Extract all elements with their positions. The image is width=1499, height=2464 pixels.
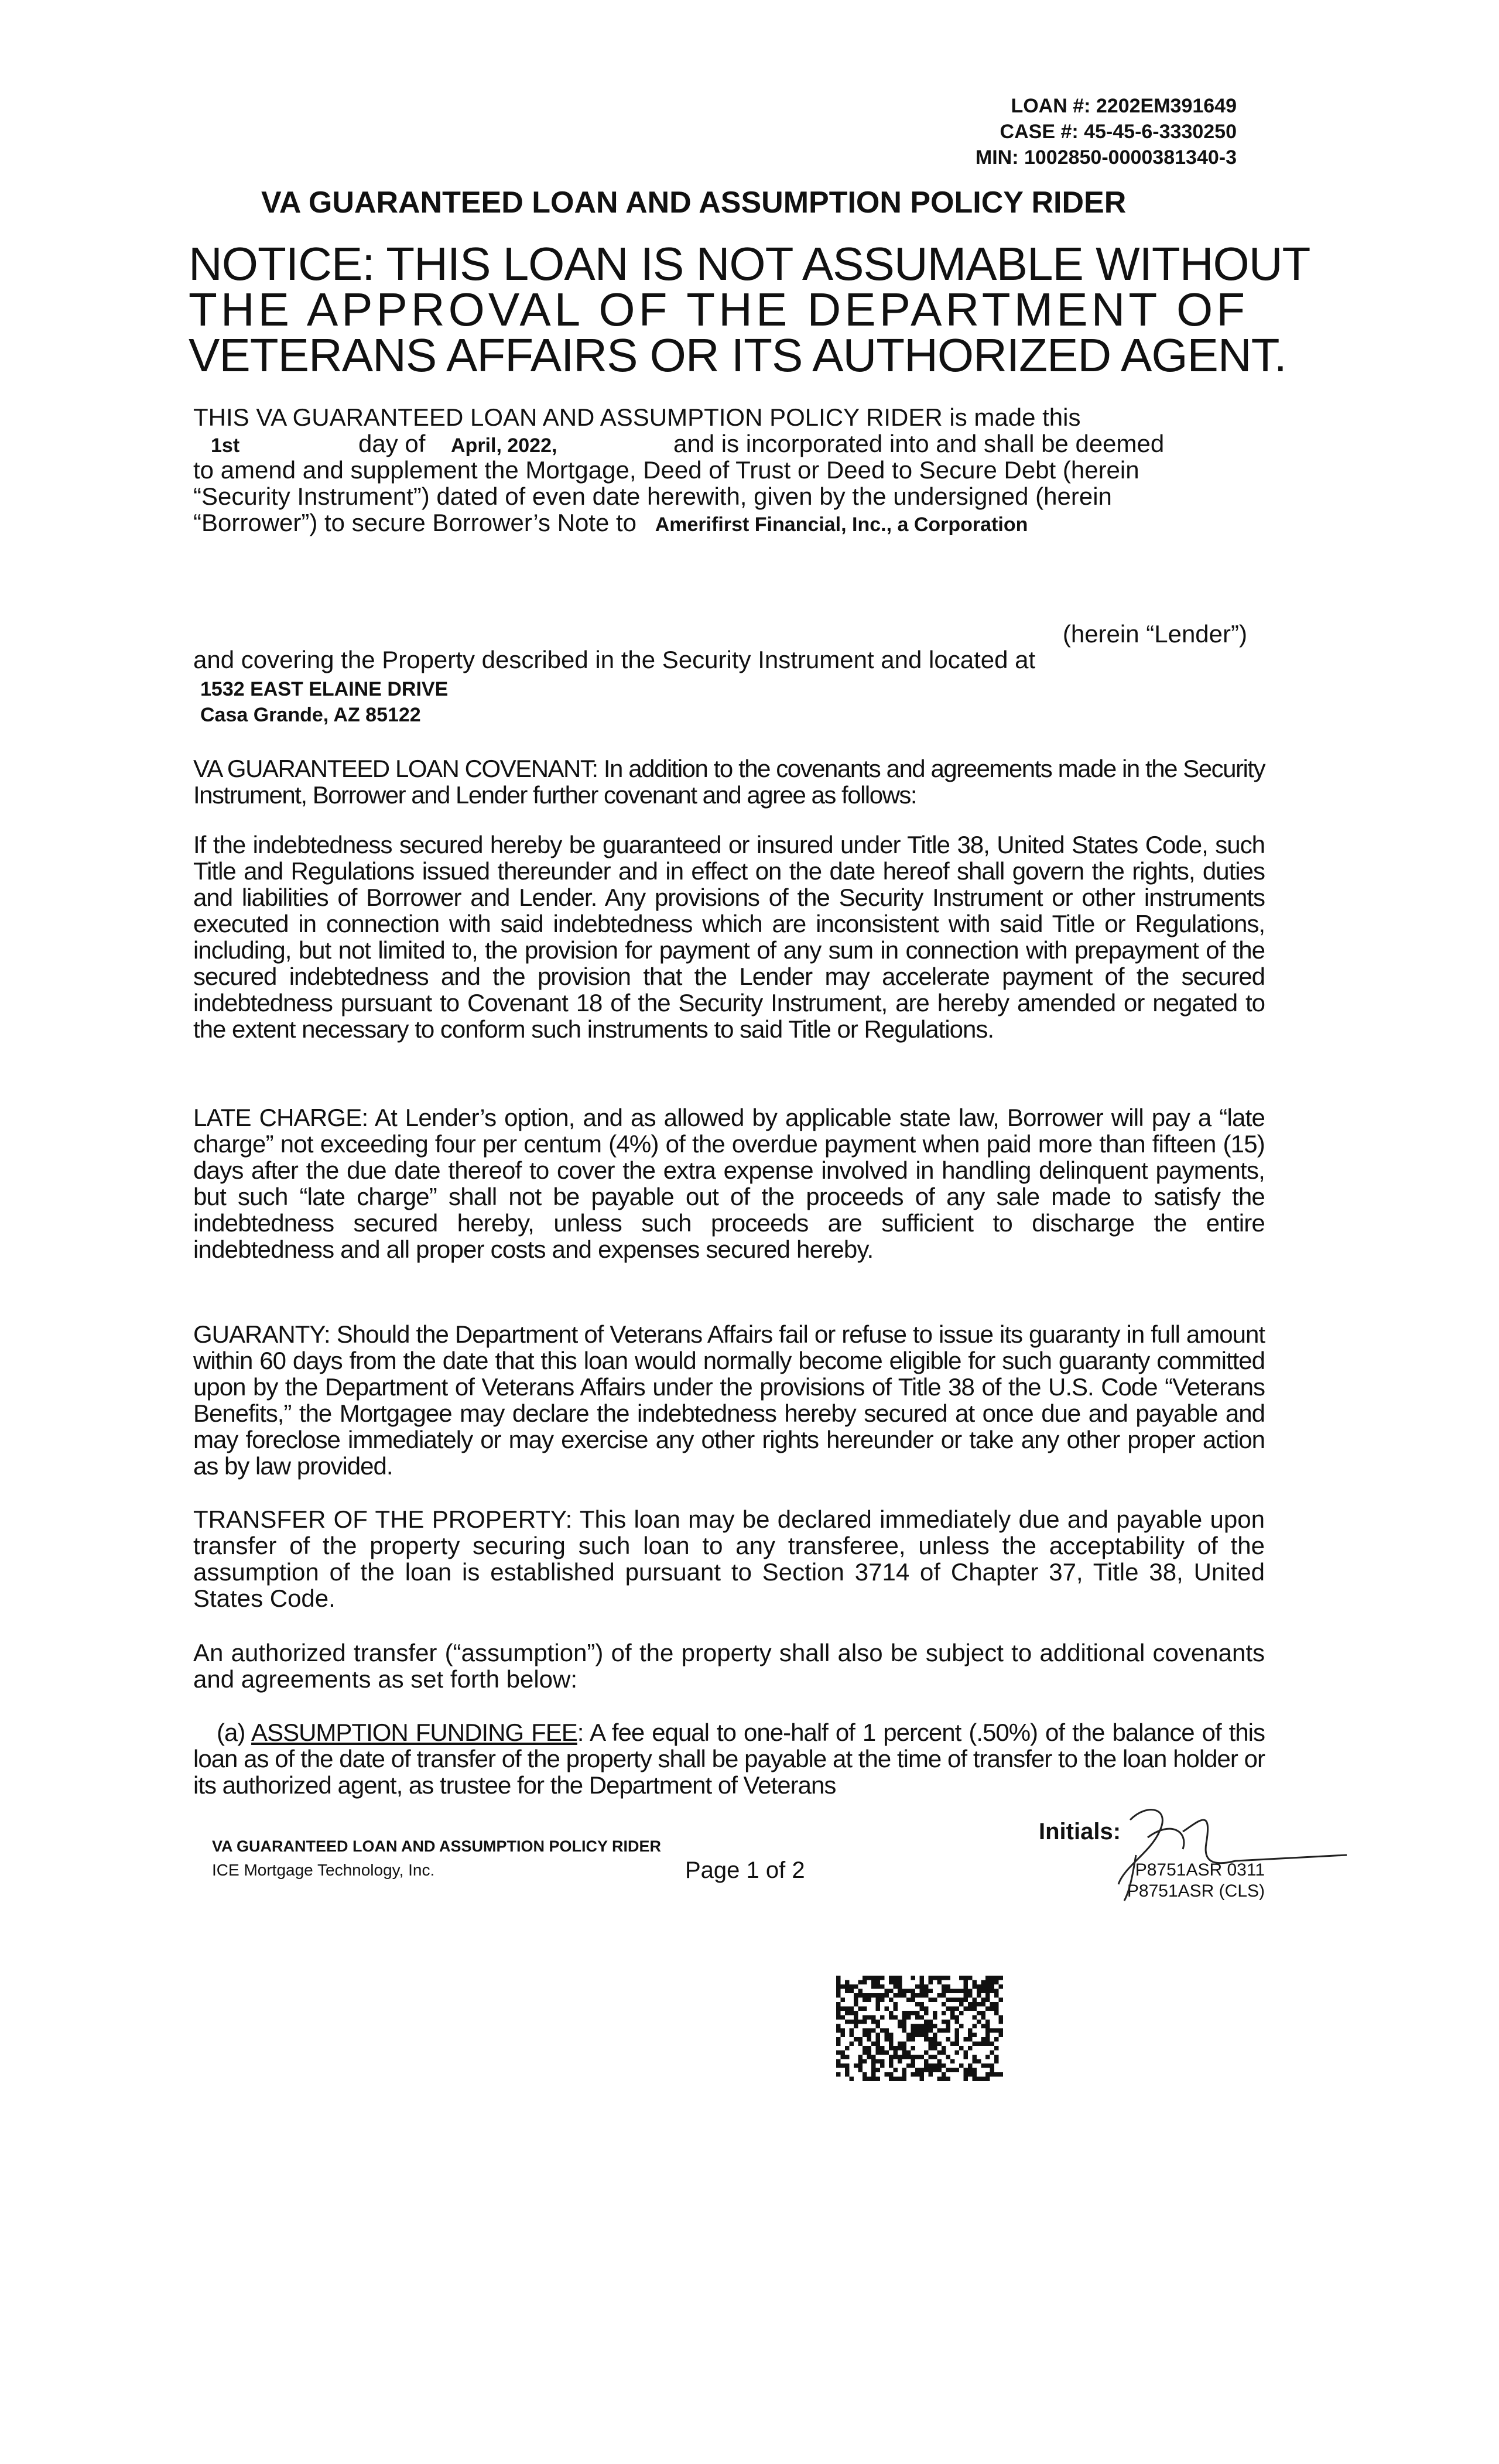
document-title: VA GUARANTEED LOAN AND ASSUMPTION POLICY RIDER — [261, 186, 1127, 220]
notice-line-2: THE APPROVAL OF THE DEPARTMENT OF — [189, 283, 1249, 336]
borrower-note-text: “Borrower”) to secure Borrower’s Note to — [193, 509, 637, 536]
day-value: 1st — [211, 434, 240, 457]
initials-signature — [1036, 1796, 1347, 1902]
lender-name: Amerifirst Financial, Inc., a Corporation — [655, 514, 1028, 536]
form-code-2: P8751ASR (CLS) — [1127, 1881, 1265, 1901]
title-38-paragraph: If the indebtedness secured hereby be guaranteed or insured under Title 38, United States Code, such Title and Regulations issued thereunder and in effect on the date hereof shall govern the rights, duties and liabilities of Borrower and Lender. Any provisions of the Security Instrument or other instruments executed in connection with said indebtedness which are inconsistent with said Title or Regulations, including, but not limited to, the provision for payment of any sum in connection with prepayment of the secured indebtedness and the provision that the Lender may accelerate payment of the secured indebtedness pursuant to Covenant 18 of the Security Instrument, are hereby amended or negated to the extent necessary to conform such instruments to said Title or Regulations. — [193, 831, 1265, 1043]
covering-property-text: and covering the Property described in the Security Instrument and located at — [193, 646, 1036, 673]
transfer-of-property-paragraph: TRANSFER OF THE PROPERTY: This loan may be declared immediately due and payable upon transfer of the property securing such loan to any transferee, unless the acceptability of the assumption of the loan is established pursuant to Section 3714 of Chapter 37, Title 38, United States Code. — [193, 1505, 1265, 1612]
document-2d-barcode — [836, 1974, 1004, 2082]
funding-fee-label: (a) — [217, 1719, 245, 1746]
herein-lender: (herein “Lender”) — [1062, 620, 1247, 648]
assumption-intro-paragraph: An authorized transfer (“assumption”) of the property shall also be subject to additional covenants and agreements as set forth below: — [193, 1639, 1265, 1693]
intro-line-4: “Security Instrument”) dated of even date herewith, given by the undersigned (herein — [193, 482, 1112, 510]
guaranty-paragraph: GUARANTY: Should the Department of Veterans Affairs fail or refuse to issue its guaranty in full amount within 60 days from the date that this loan would normally become eligible for such guaranty committed upon by the Department of Veterans Affairs under the provisions of Title 38 of the U.S. Code “Veterans Benefits,” the Mortgagee may declare the indebtedness hereby secured at once due and payable and may foreclose immediately or may exercise any other rights hereunder or take any other proper action as by law provided. — [193, 1320, 1265, 1480]
funding-fee-paragraph — [193, 1719, 1265, 1798]
day-of-label: day of — [358, 430, 426, 457]
intro-line-3: to amend and supplement the Mortgage, Deed of Trust or Deed to Secure Debt (herein — [193, 456, 1139, 484]
loan-number: LOAN #: 2202EM391649 — [1011, 95, 1237, 117]
property-address-line-2: Casa Grande, AZ 85122 — [200, 704, 421, 726]
page-number: Page 1 of 2 — [685, 1857, 805, 1883]
late-charge-paragraph: LATE CHARGE: At Lender’s option, and as allowed by applicable state law, Borrower will pay a “late charge” not exceeding four per centum (4%) of the overdue payment when paid more than fifteen (15) days after the due date thereof to cover the extra expense involved in handling delinquent payments, but such “late charge” shall not be payable out of the proceeds of any sale made to satisfy the indebtedness secured hereby, unless such proceeds are sufficient to discharge the entire indebtedness and all proper costs and expenses secured hereby. — [193, 1104, 1265, 1263]
intro-line-5 — [193, 509, 1265, 538]
case-number: CASE #: 45-45-6-3330250 — [1000, 121, 1237, 143]
va-guaranteed-loan-covenant: VA GUARANTEED LOAN COVENANT: In addition to the covenants and agreements made in the Security Instrument, Borrower and Lender further covenant and agree as follows: — [193, 755, 1265, 809]
footer-rider-title: VA GUARANTEED LOAN AND ASSUMPTION POLICY RIDER — [212, 1837, 662, 1855]
intro-paragraph — [193, 404, 1265, 538]
date-value: April, 2022, — [451, 434, 557, 457]
intro-line-2-rest: and is incorporated into and shall be deemed — [673, 430, 1165, 457]
funding-fee-heading: ASSUMPTION FUNDING FEE — [251, 1719, 577, 1746]
property-address-line-1: 1532 EAST ELAINE DRIVE — [200, 678, 449, 700]
assumption-notice — [189, 238, 1310, 381]
intro-line-2 — [193, 430, 1265, 457]
funding-fee-text: : A fee equal to one-half of 1 percent (.50%) of the balance of this loan as of the date of transfer of the property shall be payable at the time of transfer to the loan holder or its authorized agent, as trustee for the Department of Veterans — [193, 1719, 1265, 1799]
initials-label: Initials: — [1039, 1819, 1121, 1844]
min-number: MIN: 1002850-0000381340-3 — [975, 146, 1237, 169]
notice-line-1: NOTICE: THIS LOAN IS NOT ASSUMABLE WITHOUT — [189, 238, 1310, 290]
form-code-1: P8751ASR 0311 — [1135, 1860, 1265, 1880]
footer-company: ICE Mortgage Technology, Inc. — [212, 1861, 435, 1879]
notice-line-3: VETERANS AFFAIRS OR ITS AUTHORIZED AGENT. — [189, 329, 1286, 381]
intro-line-1: THIS VA GUARANTEED LOAN AND ASSUMPTION POLICY RIDER is made this — [193, 403, 1081, 431]
